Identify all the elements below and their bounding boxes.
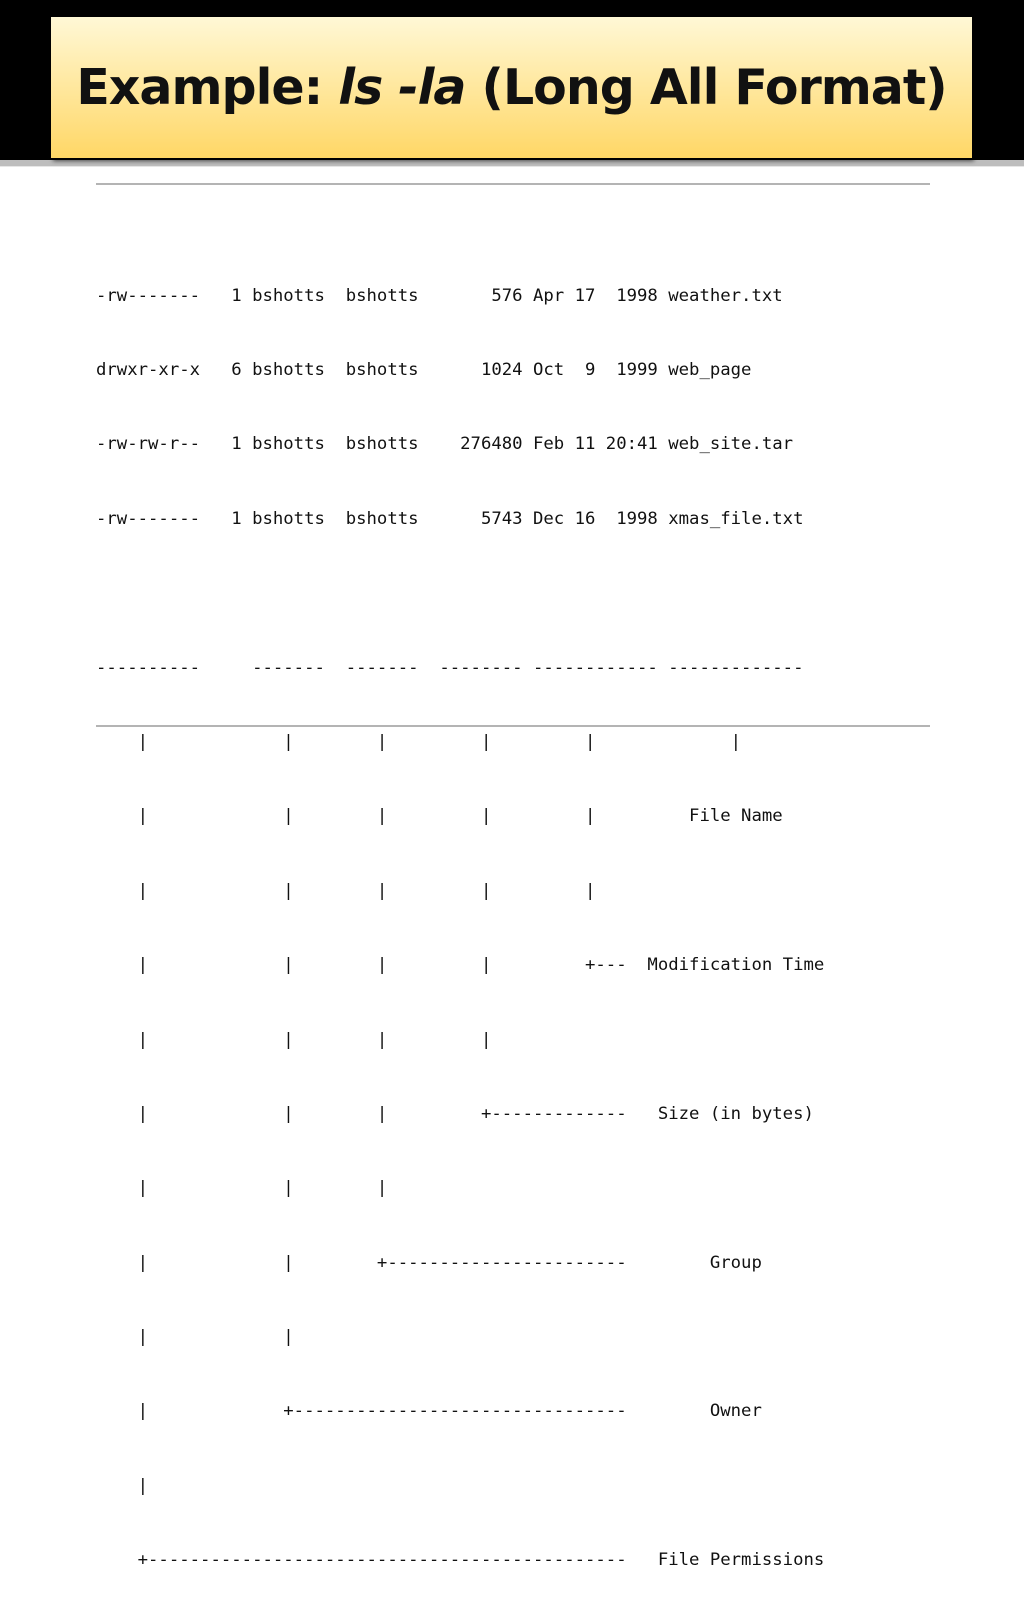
listing-line: -rw------- 1 bshotts bshotts 576 Apr 17 1998 weather.txt	[96, 285, 783, 306]
header-divider	[0, 160, 1024, 167]
listing-line: | | |	[96, 1178, 388, 1199]
top-rule	[96, 183, 930, 185]
title-suffix: (Long All Format)	[465, 59, 947, 116]
title-command: ls -la	[338, 59, 466, 116]
ls-listing	[96, 234, 824, 1598]
bottom-rule	[96, 725, 930, 727]
listing-line: |	[96, 1475, 149, 1496]
title-box	[51, 17, 972, 158]
listing-line: | | | | |	[96, 880, 596, 901]
listing-line: drwxr-xr-x 6 bshotts bshotts 1024 Oct 9 1999 web_page	[96, 359, 752, 380]
listing-line: +---------------------------------------------- File Permissions	[96, 1550, 825, 1571]
listing-line: | | | | | |	[96, 731, 742, 752]
slide-title	[76, 59, 946, 116]
title-prefix: Example:	[76, 59, 339, 116]
listing-line: | | | | | File Name	[96, 806, 783, 827]
listing-line: ---------- ------- ------- -------- ------------ -------------	[96, 657, 804, 678]
listing-line: | | | +------------- Size (in bytes)	[96, 1103, 814, 1124]
listing-line: | | +----------------------- Group	[96, 1252, 762, 1273]
listing-line: | +-------------------------------- Owner	[96, 1401, 762, 1422]
listing-line: | | | |	[96, 1029, 492, 1050]
listing-line: -rw------- 1 bshotts bshotts 5743 Dec 16 1998 xmas_file.txt	[96, 508, 804, 529]
listing-line: | | | | +--- Modification Time	[96, 955, 825, 976]
listing-line: | |	[96, 1327, 294, 1348]
listing-line	[96, 581, 824, 606]
listing-line: -rw-rw-r-- 1 bshotts bshotts 276480 Feb 11 20:41 web_site.tar	[96, 434, 794, 455]
